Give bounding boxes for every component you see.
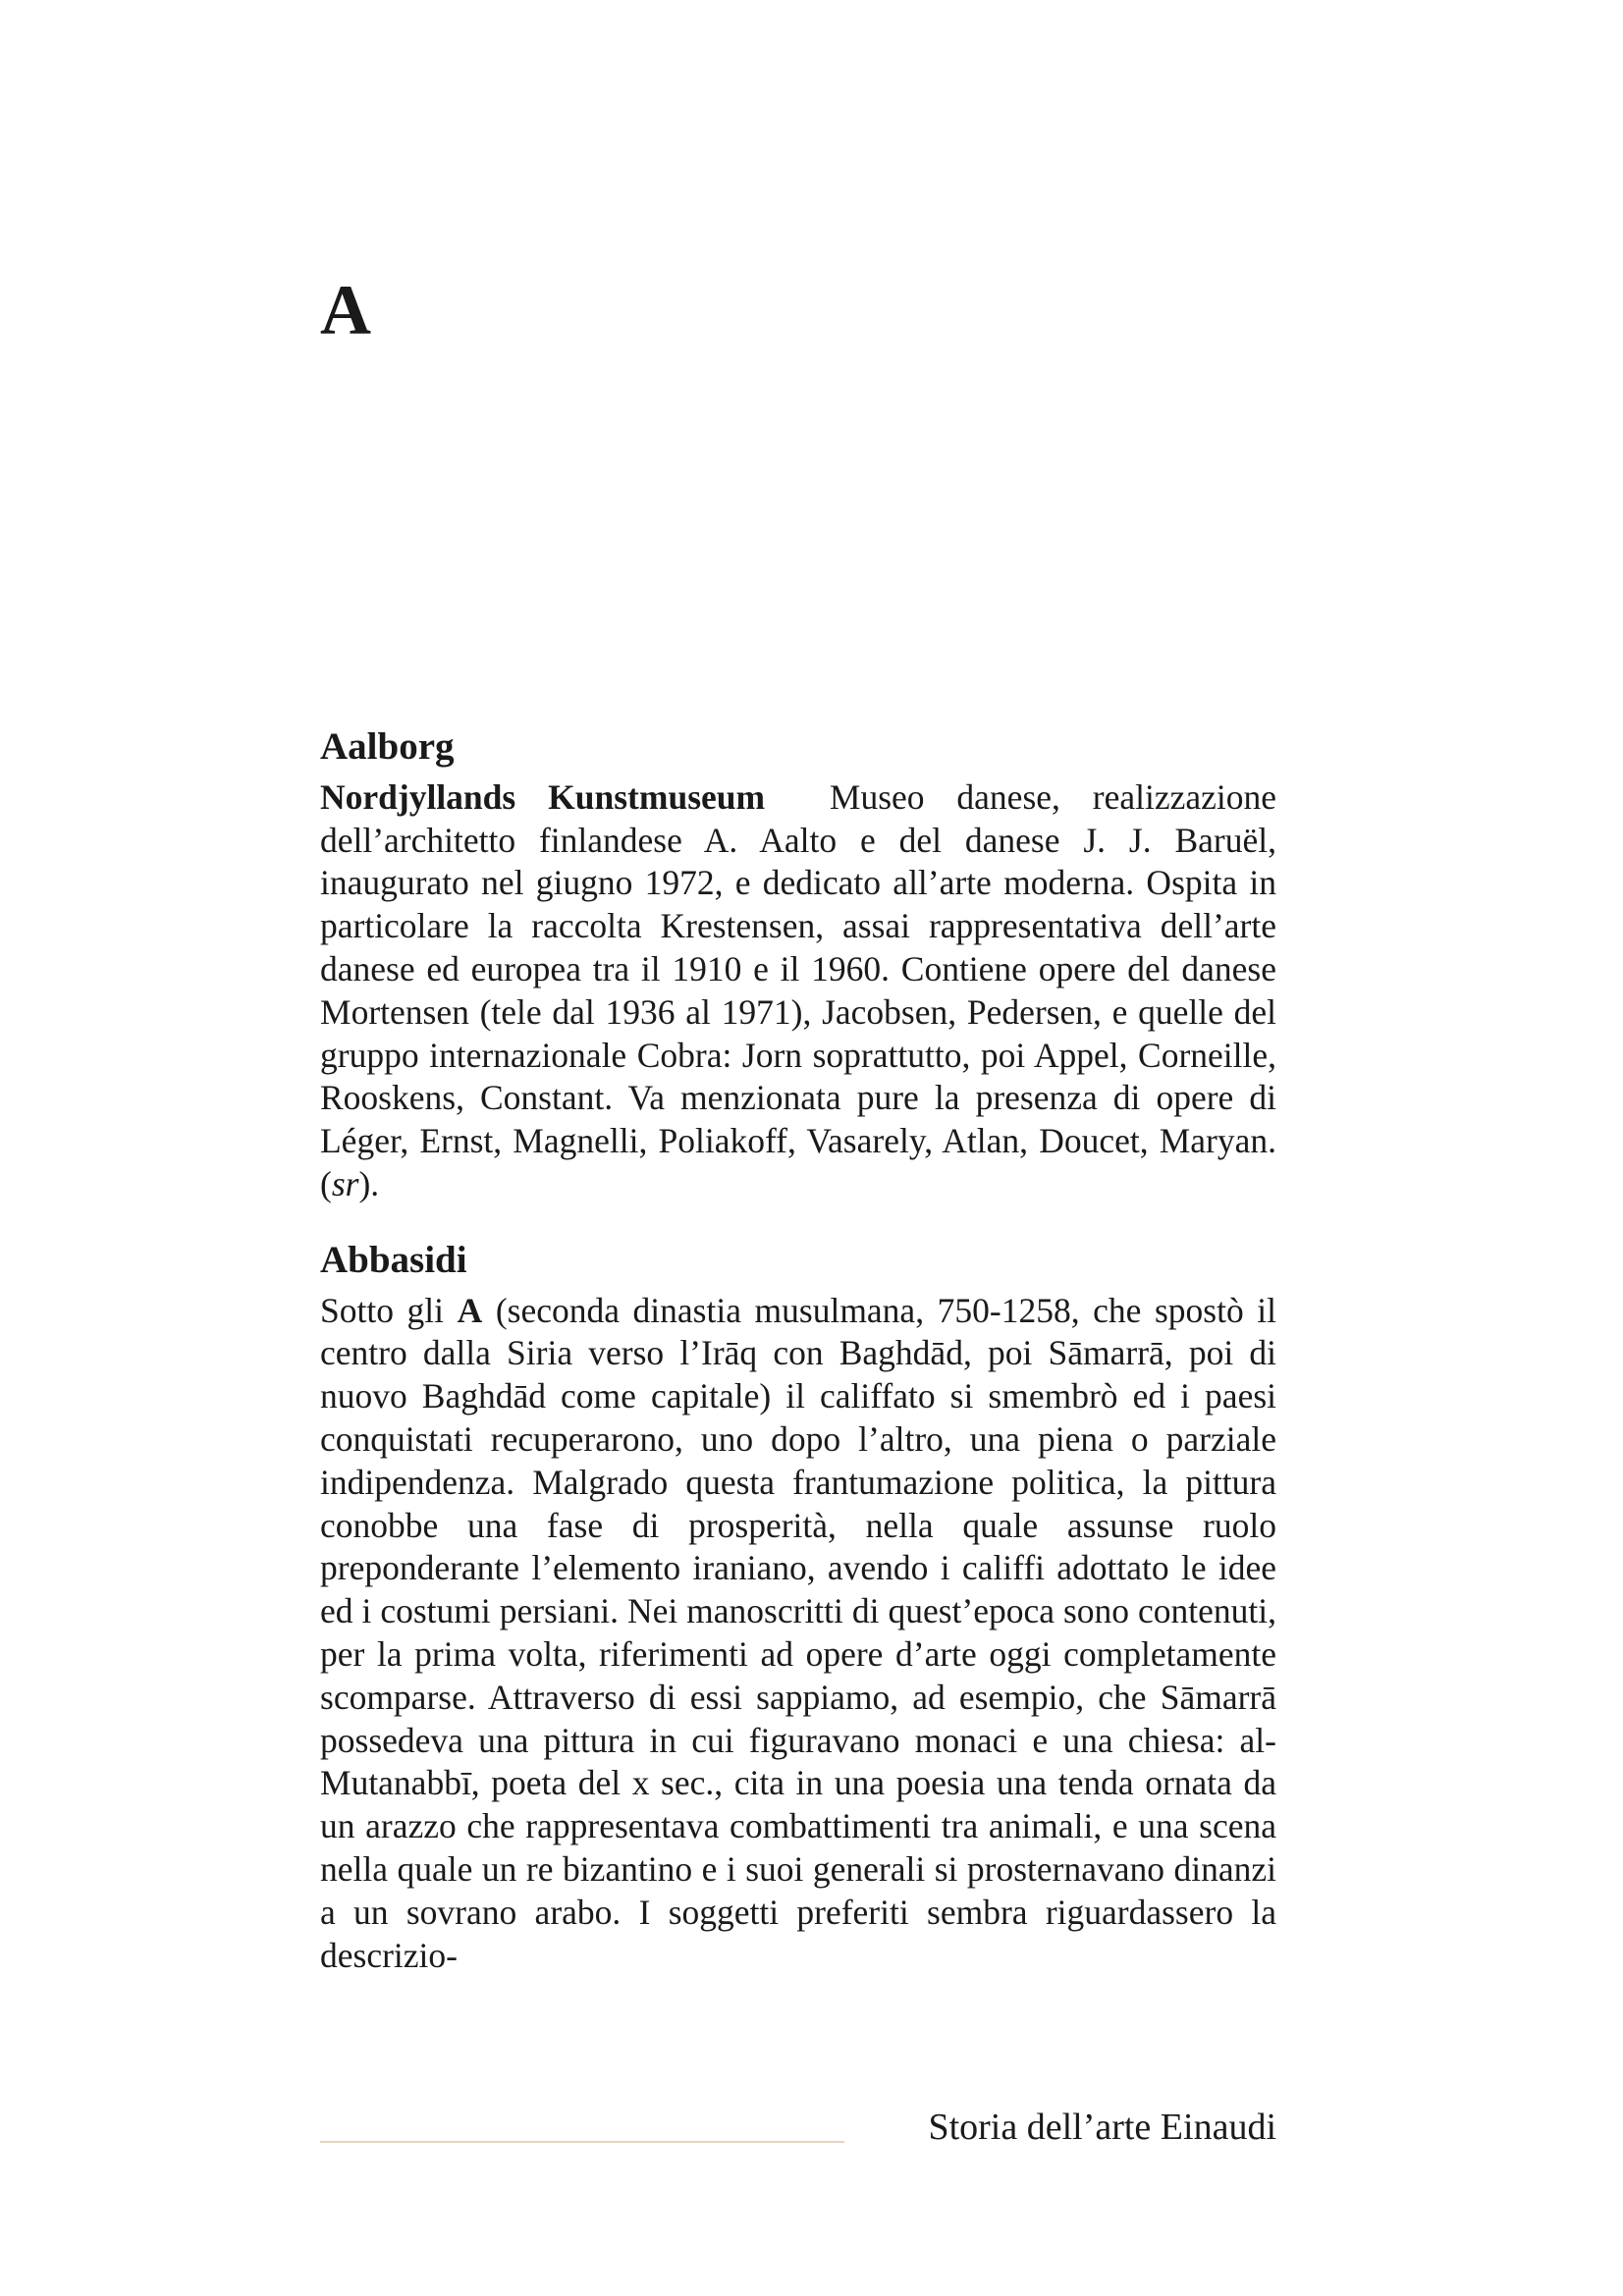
entry-title: Aalborg bbox=[320, 725, 455, 768]
page-footer bbox=[320, 2106, 1276, 2164]
entry-aalborg bbox=[320, 724, 1276, 1206]
entry-bold-initial: A bbox=[457, 1290, 483, 1330]
entry-title: Abbasidi bbox=[320, 1238, 467, 1281]
entry-text: Museo danese, realizzazione dell’architetto finlandese A. Aalto e del danese J. J. Baruël, inaugurato nel giugno 1972, e dedicato all’arte moderna. Ospita in particolare la raccolta Krestensen, assai rappresentativa dell’arte danese ed europea tra il 1910 e il 1960. Contiene opere del danese Mortensen (tele dal 1936 al 1971), Jacobsen, Pedersen, e quelle del gruppo internazionale Cobra: Jorn soprattutto, poi Appel, Corneille, Rooskens, Constant. Va menzionata pure la presenza di opere di Léger, Ernst, Magnelli, Poliakoff, Vasarely, Atlan, Doucet, Maryan. bbox=[320, 776, 1276, 1161]
main-content bbox=[320, 724, 1276, 1977]
entry-subtitle: Nordjyllands Kunstmuseum bbox=[320, 776, 766, 817]
entry-text-after: (seconda dinastia musulmana, 750-1258, che spostò il centro dalla Siria verso l’Irāq con Baghdād, poi Sāmarrā, poi di nuovo Baghdād come capitale) il califfato si smembrò ed i paesi conquistati recuperarono, uno dopo l’altro, una piena o parziale indipendenza. Malgrado questa frantumazione politica, la pittura conobbe una fase di prosperità, nella quale assunse ruolo preponderante l’elemento iraniano, avendo i califfi adottato le idee ed i costumi persiani. Nei manoscritti di quest’epoca sono contenuti, per la prima volta, riferimenti ad opere d’arte oggi completamente scomparse. Attraverso di essi sappiamo, ad esempio, che Sāmarrā possedeva una pittura in cui figuravano monaci e una chiesa: al-Mutanabbī, poeta del x sec., cita in una poesia una tenda ornata da un arazzo che rappresentava combattimenti tra animali, e una scena nella quale un re bizantino e i suoi generali si prosternavano dinanzi a un sovrano arabo. I soggetti preferiti sembra riguardassero la descrizio- bbox=[320, 1290, 1277, 1975]
entry-body: Nordjyllands Kunstmuseum Museo danese, realizzazione dell’architetto finlandese A. Aalto e del danese J. J. Baruël, inaugurato nel giugno 1972, e dedicato all’arte moderna. Ospita in particolare la raccolta Krestensen, assai rappresentativa dell’arte danese ed europea tra il 1910 e il 1960. Contiene opere del danese Mortensen (tele dal 1936 al 1971), Jacobsen, Pedersen, e quelle del gruppo internazionale Cobra: Jorn soprattutto, poi Appel, Corneille, Rooskens, Constant. Va menzionata pure la presenza di opere di Léger, Ernst, Magnelli, Poliakoff, Vasarely, Atlan, Doucet, Maryan. (sr). bbox=[320, 776, 1276, 1203]
entry-abbasidi bbox=[320, 1238, 1276, 1978]
section-letter: A bbox=[320, 271, 371, 349]
footer-title: Storia dell’arte Einaudi bbox=[928, 2107, 1276, 2148]
entry-text-before: Sotto gli bbox=[320, 1290, 445, 1330]
footer-rule bbox=[320, 2141, 844, 2143]
author-initials: sr bbox=[331, 1163, 359, 1203]
entry-body bbox=[320, 1290, 1276, 1978]
